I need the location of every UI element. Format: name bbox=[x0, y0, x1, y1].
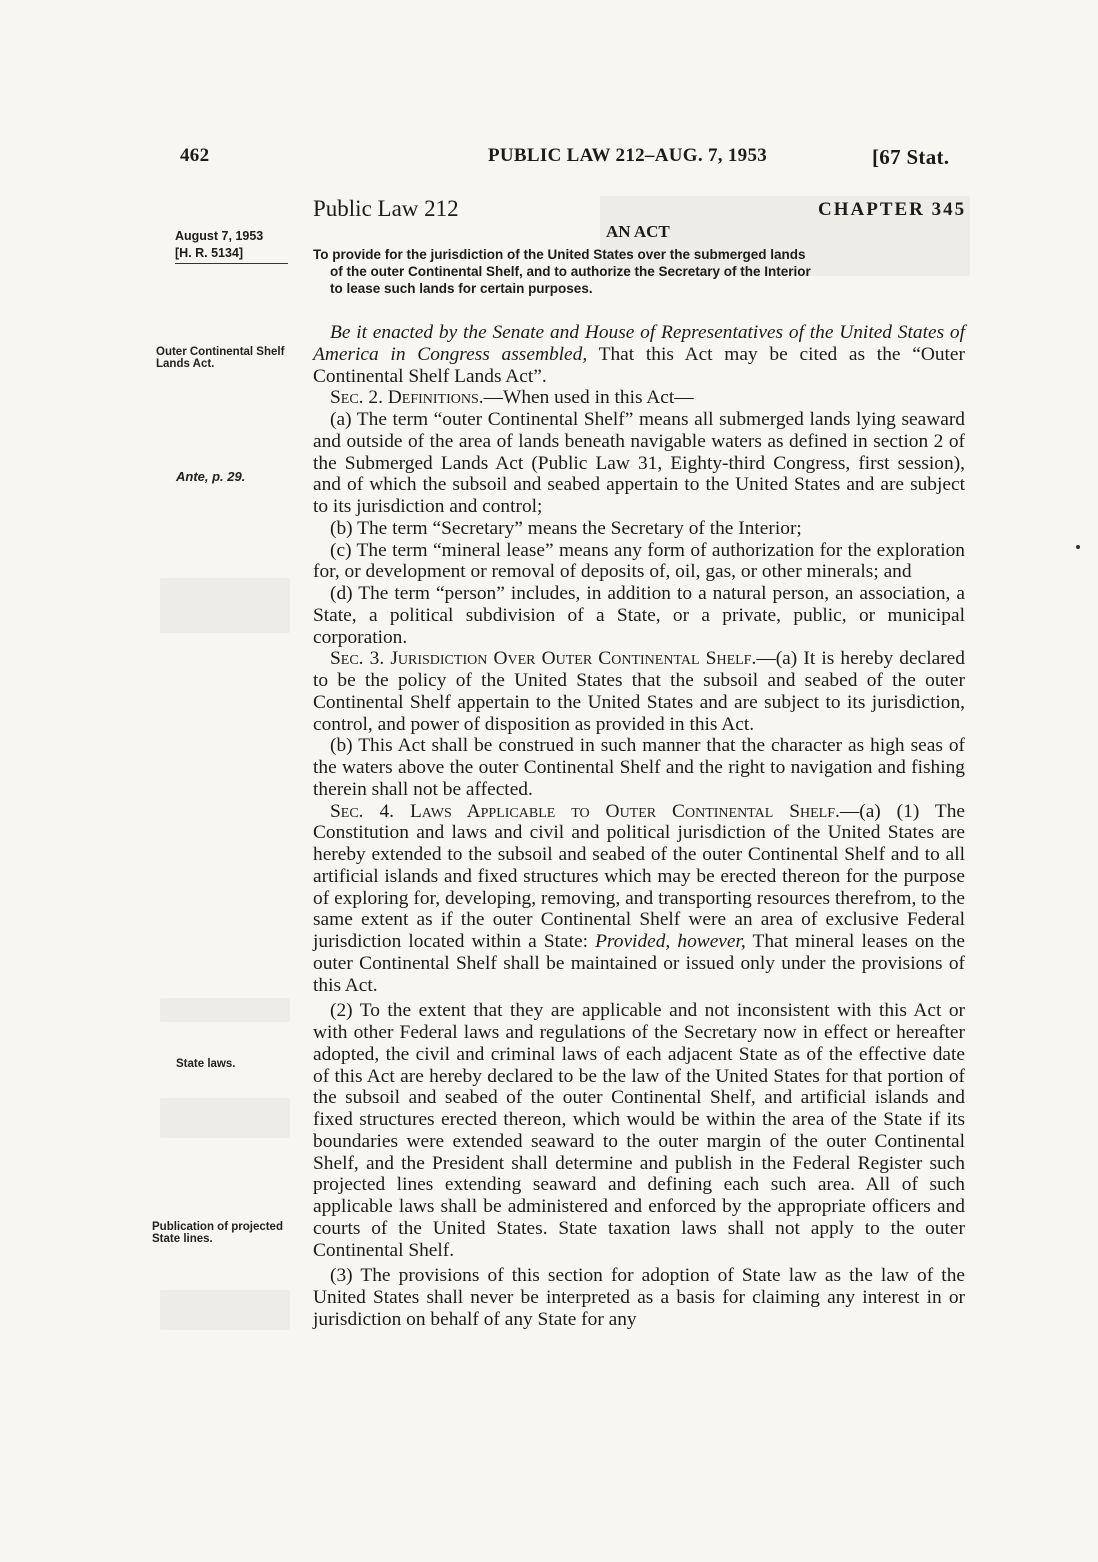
definition-d: (d) The term “person” includes, in addition to a natural person, an association, a State, a political subdivision of a State, or a private, public, or municipal corporation. bbox=[313, 583, 965, 648]
show-through-shading bbox=[160, 1290, 290, 1330]
act-body bbox=[313, 322, 965, 1331]
show-through-shading bbox=[160, 998, 290, 1022]
margin-date-block bbox=[175, 228, 288, 264]
section-3b: (b) This Act shall be construed in such manner that the character as high seas of the waters above the outer Continental Shelf and the right to navigation and fishing therein shall not be affected. bbox=[313, 735, 965, 800]
enacting-clause bbox=[313, 322, 965, 387]
running-title: PUBLIC LAW 212–AUG. 7, 1953 bbox=[488, 145, 768, 166]
section-4a1 bbox=[313, 801, 965, 997]
section-text: That mineral leases on the outer Continental Shelf shall be maintained or issued only under the provisions of this Act. bbox=[313, 931, 965, 996]
proviso-italic: Provided, however, bbox=[595, 931, 746, 952]
show-through-shading bbox=[160, 1098, 290, 1138]
page-number: 462 bbox=[180, 145, 210, 166]
statute-reference: [67 Stat. bbox=[872, 145, 950, 169]
purpose-line: To provide for the jurisdiction of the United States over the submerged lands bbox=[313, 247, 806, 262]
section-3a bbox=[313, 648, 965, 735]
section-4a3: (3) The provisions of this section for adoption of State law as the law of the United States shall never be interpreted as a basis for claiming any interest in or jurisdiction on behalf of any State for any bbox=[313, 1265, 965, 1330]
section-number: Sec. 3. bbox=[330, 648, 385, 670]
show-through-shading bbox=[160, 578, 290, 633]
section-number: Sec. 4. bbox=[330, 800, 394, 822]
section-text: —(a) (1) The Constitution and laws and civil and political jurisdiction of the United States are hereby extended to the subsoil and seabed of the outer Continental Shelf and to all artificial islands and fixed structures which may be erected thereon for the purpose of exploring for, developing, removing, and transporting resources therefrom, to the same extent as if the outer Continental Shelf were an area of exclusive Federal jurisdiction located within a State: bbox=[313, 800, 966, 952]
side-note-ante: Ante, p. 29. bbox=[176, 469, 246, 484]
an-act-heading: AN ACT bbox=[606, 222, 670, 241]
section-number: Sec. 2. bbox=[330, 387, 383, 409]
side-note-act-title: Outer Continental Shelf Lands Act. bbox=[156, 346, 285, 370]
purpose-line: to lease such lands for certain purposes. bbox=[330, 281, 593, 296]
definition-a: (a) The term “outer Continental Shelf” means all submerged lands lying seaward and outside of the area of lands beneath navigable waters as defined in section 2 of the Submerged Lands Act (Public Law 31, Eighty-third Congress, first session), and of which the subsoil and seabed appertain to the United States and are subject to its jurisdiction and control; bbox=[313, 409, 965, 517]
section-text: —When used in this Act— bbox=[483, 387, 694, 409]
enacting-rest: That this Act may be cited as the “Outer Continental Shelf Lands Act”. bbox=[313, 343, 965, 387]
definition-b: (b) The term “Secretary” means the Secretary of the Interior; bbox=[330, 517, 802, 539]
bill-number: [H. R. 5134] bbox=[175, 246, 244, 260]
section-heading: Definitions. bbox=[387, 387, 484, 409]
chapter-label: CHAPTER 345 bbox=[818, 199, 967, 220]
definition-c: (c) The term “mineral lease” means any form of authorization for the exploration for, or development or removal of deposits of, oil, gas, or other minerals; and bbox=[313, 539, 965, 583]
purpose-line: of the outer Continental Shelf, and to authorize the Secretary of the Interior bbox=[330, 264, 811, 279]
scan-speck bbox=[1076, 545, 1080, 549]
side-note-publication: Publication of projected State lines. bbox=[152, 1221, 283, 1245]
section-2 bbox=[313, 387, 965, 409]
act-purpose bbox=[313, 246, 973, 297]
enactment-date: August 7, 1953 bbox=[175, 229, 264, 243]
section-text: —(a) It is hereby declared to be the policy of the United States that the subsoil and seabed of the outer Continental Shelf appertain to the United States and are subject to its jurisdiction, control, and power of disposition as provided in this Act. bbox=[313, 648, 965, 735]
section-heading: Jurisdiction Over Outer Continental Shelf. bbox=[390, 648, 757, 670]
date-rule bbox=[175, 263, 288, 264]
section-4a2: (2) To the extent that they are applicable and not inconsistent with this Act or with other Federal laws and regulations of the Secretary now in effect or hereafter adopted, the civil and criminal laws of each adjacent State as of the effective date of this Act are hereby declared to be the law of the United States for that portion of the subsoil and seabed of the outer Continental Shelf, and artificial islands and fixed structures erected thereon, which would be within the area of the State if its boundaries were extended seaward to the outer margin of the outer Continental Shelf, and the President shall determine and publish in the Federal Register such projected lines extending seaward and defining each such area. All of such applicable laws shall be administered and enforced by the appropriate officers and courts of the United States. State taxation laws shall not apply to the outer Continental Shelf. bbox=[313, 1000, 965, 1261]
side-note-state-laws: State laws. bbox=[176, 1058, 236, 1070]
section-heading: Laws Applicable to Outer Continental Shelf. bbox=[409, 800, 840, 822]
enacting-italic: Be it enacted by the Senate and House of Representatives of the United States of America in Congress assembled, bbox=[313, 322, 965, 365]
public-law-label: Public Law 212 bbox=[313, 196, 459, 221]
